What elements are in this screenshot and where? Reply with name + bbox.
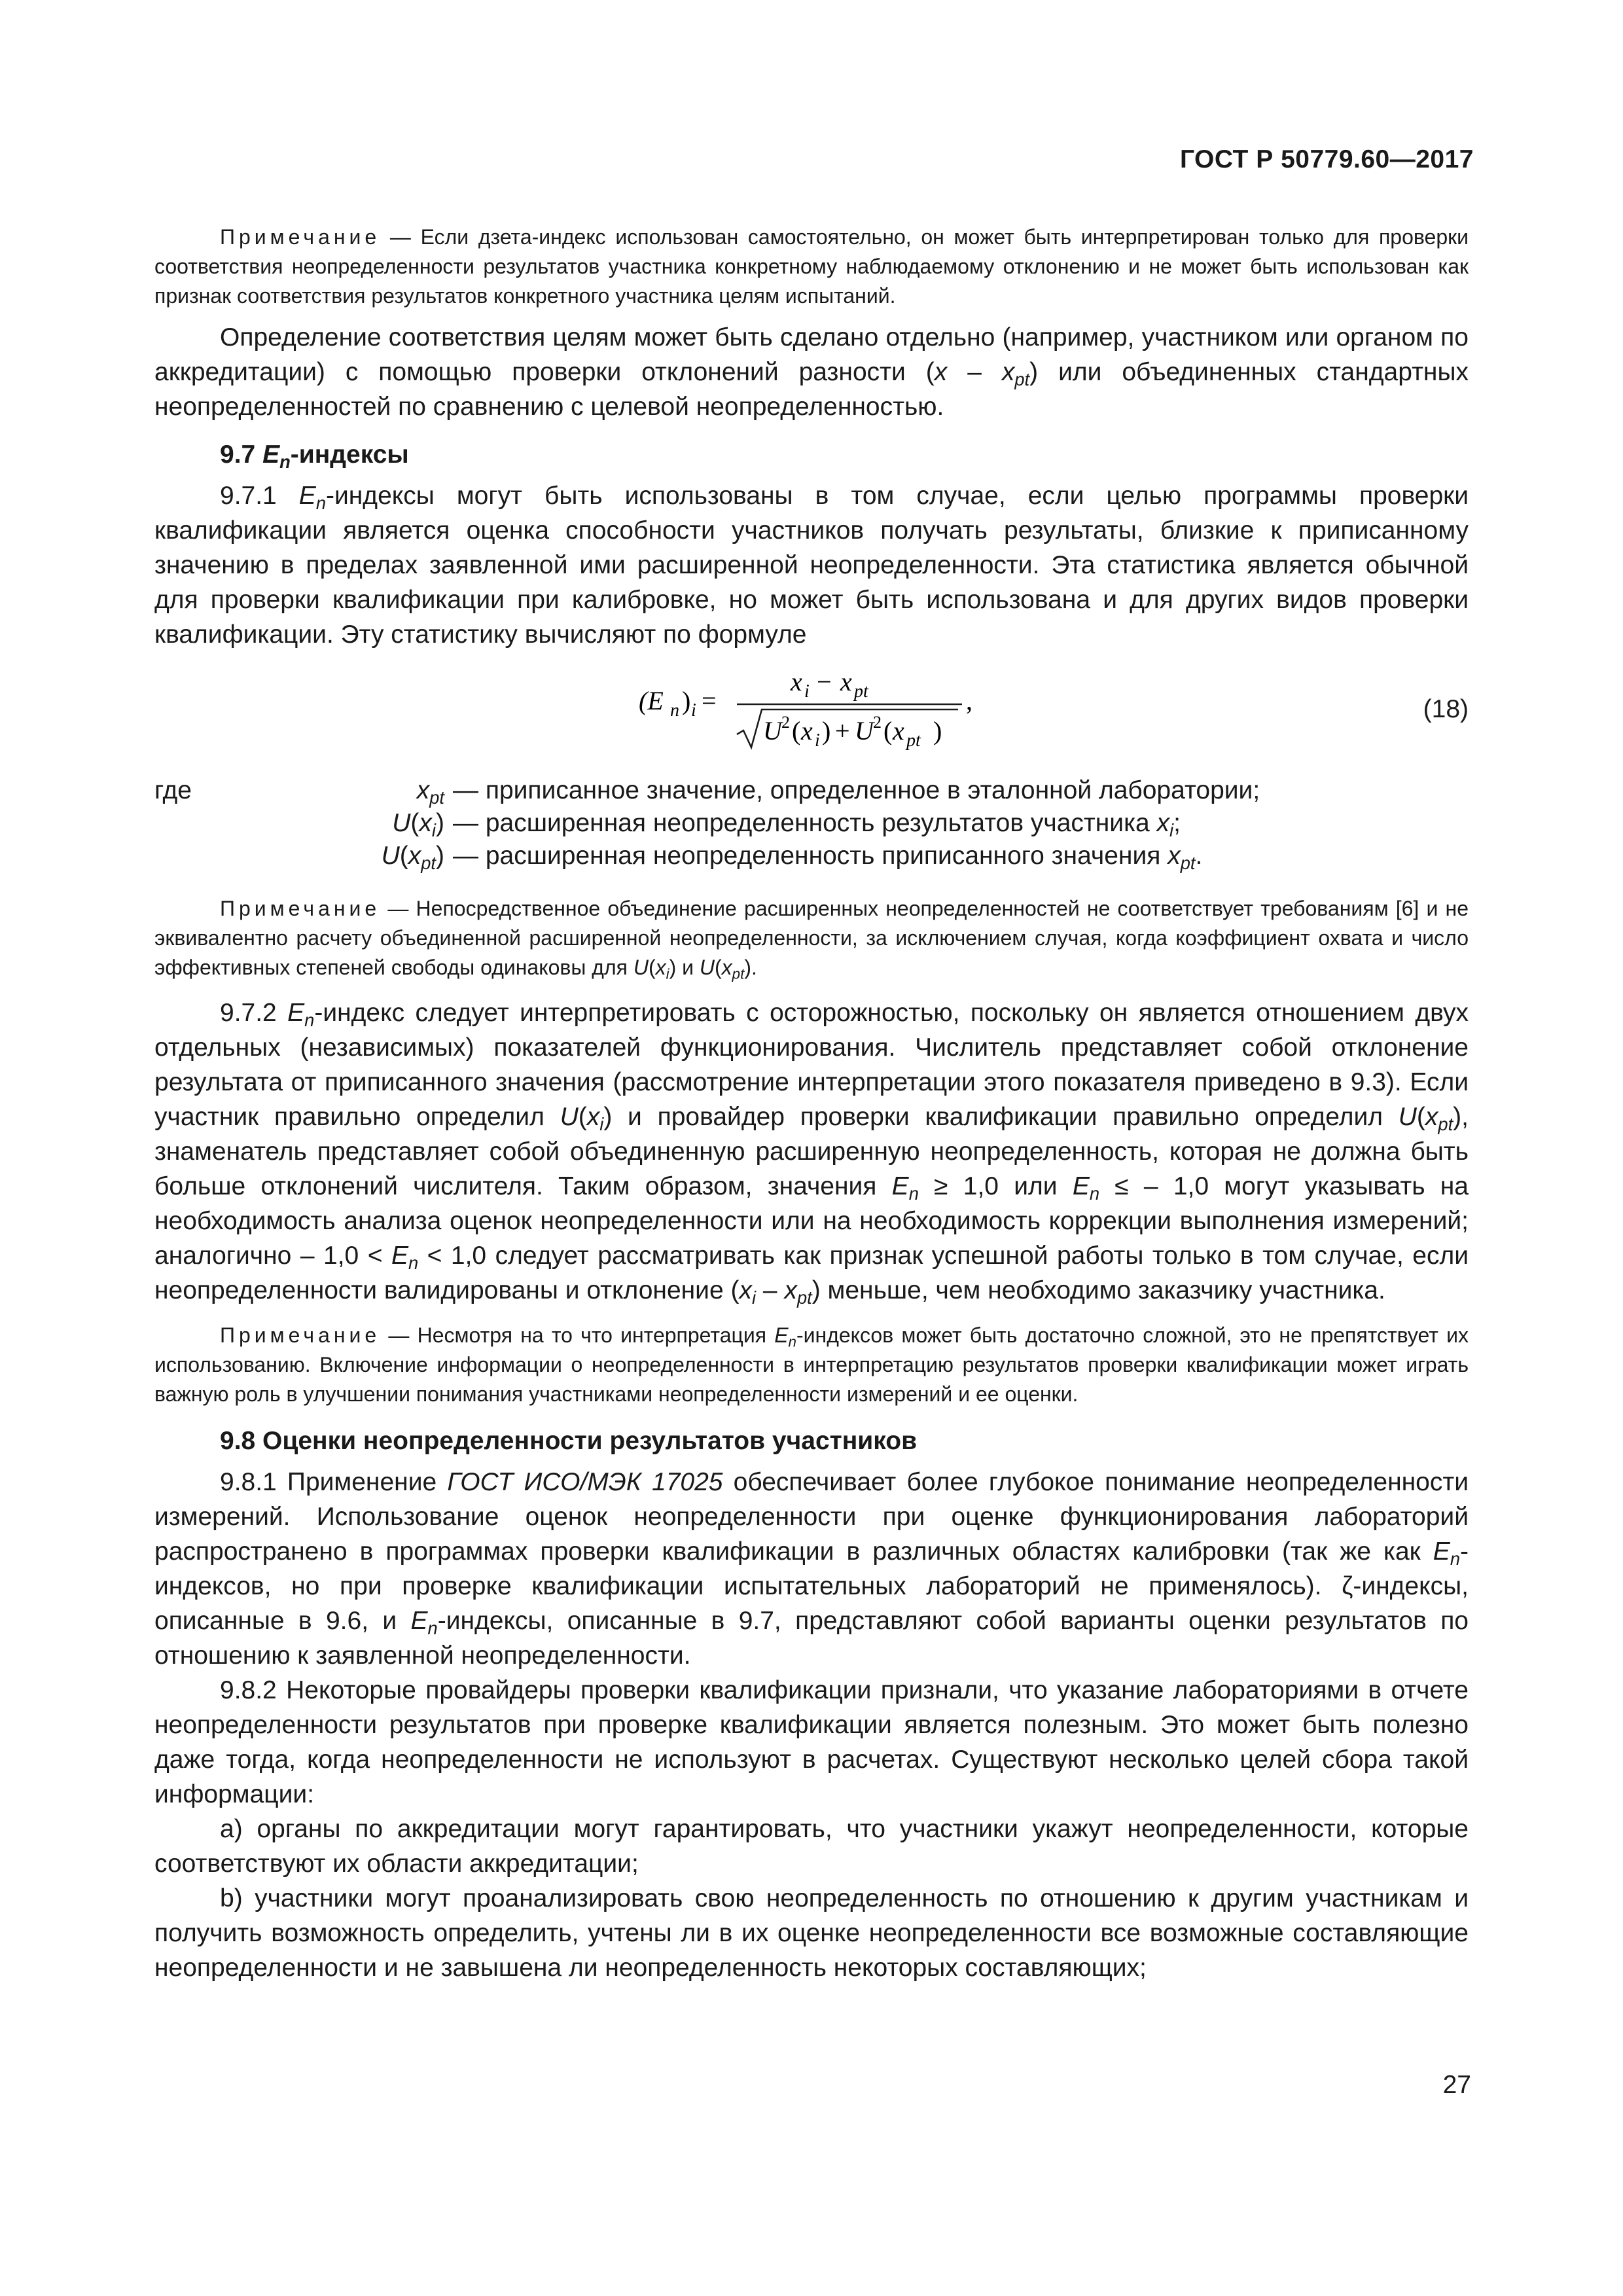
paragraph-9-7-1: 9.7.1 $E_n$-индексы могут быть использованы в том случае, если целью программы проверки квалификации является оценка способности участников получать результаты, близкие к приписанному значению в пределах заявленной ими расширенной неопределенности. Эта статистика является обычной для проверки квалификации при калибровке, но может быть использована и для других видов проверки квалификации. Эту статистику вычисляют по формуле: [154, 482, 1469, 649]
list-item-b: b) участники могут проанализировать свою неопределенность по отношению к другим участникам и получить возможность определить, учтены ли в их оценке неопределенности все возможные составляющие неопределенности и не завышена ли неопределенность некоторых составляющих;: [154, 1884, 1469, 1982]
svg-text:i: i: [691, 700, 696, 721]
list-item-a: а) органы по аккредитации могут гарантировать, что участники укажут неопределенности, которые соответствуют их области аккредитации;: [154, 1815, 1469, 1878]
svg-text:(E: (E: [639, 686, 664, 715]
equation-number: (18): [1423, 695, 1469, 723]
formula-legend: [154, 774, 1469, 872]
svg-text:x: x: [801, 716, 813, 745]
legend-where: где: [154, 776, 192, 804]
legend-symbol: $x_{pt}$: [416, 776, 444, 808]
paragraph-9-8-2: 9.8.2 Некоторые провайдеры проверки квалификации признали, что указание лабораториями в отчете неопределенности результатов при проверке квалификации является полезным. Это может быть полезно даже тогда, когда неопределенности не используют в расчетах. Существуют несколько целей сбора такой информации:: [154, 1676, 1469, 1808]
en-index-formula: [639, 661, 1044, 766]
svg-text:): ): [822, 716, 831, 745]
svg-text:i: i: [804, 681, 810, 702]
svg-text:U: U: [855, 716, 874, 745]
legend-row: [154, 774, 1469, 806]
svg-text:(: (: [792, 716, 801, 745]
svg-text:): ): [682, 686, 691, 715]
note-label: Примечание: [220, 225, 381, 249]
page-number: 27: [1442, 2071, 1471, 2099]
svg-text:pt: pt: [854, 681, 868, 702]
paragraph-9-8-1: 9.8.1 Применение ГОСТ ИСО/МЭК 17025 обеспечивает более глубокое понимание неопределенности измерений. Использование оценок неопределенности при оценке функционирования лабораторий распространено в программах проверки квалификации в различных областях калибровки (так же как $E_n$-индексов, но при проверке квалификации испытательных лабораторий не применялось). ζ-индексы, описанные в 9.6, и $E_n$-индексы, описанные в 9.7, представляют собой варианты оценки результатов по отношению к заявленной неопределенности.: [154, 1468, 1469, 1670]
svg-text:x: x: [791, 667, 802, 696]
legend-description: — расширенная неопределенность приписанного значения $x_{pt}$.: [453, 842, 1203, 874]
paragraph-9-7-2: 9.7.2 $E_n$-индекс следует интерпретировать с осторожностью, поскольку он является отношением двух отдельных (независимых) показателей функционирования. Числитель представляет собой отклонение результата от приписанного значения (рассмотрение интерпретации этого показателя приведено в 9.3). Если участник правильно определил $U(x_i)$ и провайдер проверки квалификации правильно определил $U(x_{pt})$, знаменатель представляет собой объединенную расширенную неопределенность, которая не должна быть больше отклонений числителя. Таким образом, значения $E_n \ge 1,0$ или $E_n$ ≤ – 1,0 могут указывать на необходимость анализа оценок неопределенности или на необходимость коррекции выполнения измерений; аналогично – $1,0 < E_n < 1,0$ следует рассматривать как признак успешной работы только в том случае, если неопределенности валидированы и отклонение $(x_i - x_{pt})$ меньше, чем необходимо заказчику участника.: [154, 999, 1469, 1308]
legend-description: — приписанное значение, определенное в эталонной лаборатории;: [453, 776, 1260, 804]
note-label: Примечание: [220, 1323, 381, 1347]
svg-text:x: x: [893, 716, 904, 745]
section-heading-9-8: 9.8 Оценки неопределенности результатов участников: [220, 1427, 918, 1455]
legend-symbol: $U(x_{pt})$: [381, 842, 444, 874]
note-3: Примечание — Несмотря на то что интерпретация $E_n$-индексов может быть достаточно сложной, это не препятствует их использованию. Включение информации о неопределенности в интерпретацию результатов проверки квалификации может играть важную роль в улучшении понимания участниками неопределенности измерений и ее оценки.: [154, 1323, 1469, 1406]
svg-text:+: +: [835, 716, 850, 745]
legend-symbol: $U(x_i)$: [392, 809, 444, 841]
svg-text:): ): [933, 716, 942, 745]
svg-text:U: U: [763, 716, 782, 745]
page-content: [154, 223, 1469, 1985]
section-heading-9-7: 9.7 $E_n$-индексы: [220, 440, 409, 473]
formula-18: [154, 661, 1469, 766]
document-header: ГОСТ Р 50779.60—2017: [1179, 145, 1474, 173]
svg-text:pt: pt: [906, 730, 921, 751]
legend-row: [154, 806, 1469, 839]
note-2: Примечание — Непосредственное объединение расширенных неопределенностей не соответствует требованиям [6] и не эквивалентно расчету объединенной расширенной неопределенности, за исключением случая, когда коэффициент охвата и число эффективных степеней свободы одинаковы для $U(x_i)$ и $U(x_{pt})$.: [154, 897, 1469, 982]
legend-row: [154, 839, 1469, 872]
svg-text:2: 2: [873, 713, 882, 732]
svg-text:(: (: [883, 716, 893, 745]
svg-text:=: =: [702, 686, 717, 715]
svg-text:n: n: [670, 700, 679, 721]
svg-text:i: i: [815, 730, 820, 751]
svg-text:x: x: [840, 667, 852, 696]
svg-text:2: 2: [781, 713, 790, 732]
svg-text:−: −: [817, 667, 832, 696]
legend-description: — расширенная неопределенность результатов участника $x_i$;: [453, 809, 1181, 841]
svg-text:,: ,: [966, 686, 972, 715]
paragraph-conformity: Определение соответствия целям может быть сделано отдельно (например, участником или органом по аккредитации) с помощью проверки отклонений разности $(x - x_{pt})$ или объединенных стандартных неопределенностей по сравнению с целевой неопределенностью.: [154, 323, 1469, 421]
note-1: [154, 223, 1469, 311]
note-label: Примечание: [220, 897, 381, 920]
note-1-text: — Если дзета-индекс использован самостоятельно, он может быть интерпретирован только для проверки соответствия неопределенности результатов участника конкретному наблюдаемому отклонению и не может быть использован как признак соответствия результатов конкретного участника целям испытаний.: [154, 225, 1469, 308]
